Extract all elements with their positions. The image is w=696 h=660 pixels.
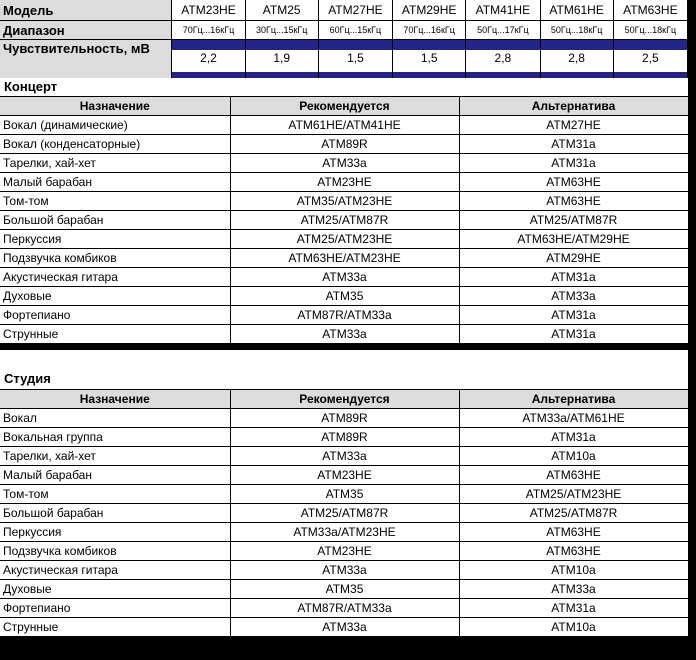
sensitivity-bar <box>246 40 318 50</box>
alternative-cell: ATM27HE <box>459 116 688 135</box>
recommended-cell: ATM33a <box>230 154 459 173</box>
range-cell: 50Гц...18кГц <box>540 21 613 40</box>
concert-title: Концерт <box>0 78 688 97</box>
recommended-cell: ATM23HE <box>230 542 459 561</box>
alternative-cell: ATM10a <box>459 447 688 466</box>
table-row <box>0 249 688 268</box>
purpose-cell: Большой барабан <box>0 211 230 230</box>
purpose-cell: Перкуссия <box>0 230 230 249</box>
model-cell: ATM27HE <box>318 0 392 21</box>
sensitivity-cell <box>466 40 540 81</box>
alternative-cell: ATM63HE <box>459 466 688 485</box>
sensitivity-bar <box>172 40 244 50</box>
recommended-cell: ATM35 <box>230 485 459 504</box>
purpose-cell: Вокал (динамические) <box>0 116 230 135</box>
range-cell: 60Гц...15кГц <box>318 21 392 40</box>
table-row <box>0 306 688 325</box>
table-row <box>0 154 688 173</box>
model-cell: ATM29HE <box>393 0 466 21</box>
alternative-cell: ATM63HE/ATM29HE <box>459 230 688 249</box>
purpose-cell: Акустическая гитара <box>0 561 230 580</box>
recommended-cell: ATM35 <box>230 287 459 306</box>
recommended-cell: ATM33a/ATM23HE <box>230 523 459 542</box>
recommended-cell: ATM63HE/ATM23HE <box>230 249 459 268</box>
alternative-cell: ATM33a/ATM61HE <box>459 409 688 428</box>
alternative-cell: ATM33a <box>459 580 688 599</box>
recommended-cell: ATM23HE <box>230 466 459 485</box>
purpose-cell: Фортепиано <box>0 306 230 325</box>
concert-body <box>0 116 688 344</box>
sensitivity-bar <box>393 40 465 50</box>
alternative-cell: ATM10a <box>459 618 688 637</box>
purpose-cell: Тарелки, хай-хет <box>0 154 230 173</box>
table-row <box>0 268 688 287</box>
header-purpose: Назначение <box>0 390 230 409</box>
purpose-cell: Вокал (конденсаторные) <box>0 135 230 154</box>
model-cell: ATM25 <box>245 0 318 21</box>
alternative-cell: ATM31a <box>459 325 688 344</box>
purpose-cell: Малый барабан <box>0 173 230 192</box>
sensitivity-label: Чувствительность, мВ <box>0 40 172 81</box>
sensitivity-cell <box>393 40 466 81</box>
range-label: Диапазон <box>0 21 172 40</box>
alternative-cell: ATM31a <box>459 268 688 287</box>
sensitivity-cell <box>172 40 245 81</box>
recommended-cell: ATM25/ATM87R <box>230 504 459 523</box>
table-row <box>0 173 688 192</box>
sensitivity-bar <box>541 40 613 50</box>
purpose-cell: Струнные <box>0 618 230 637</box>
recommended-cell: ATM25/ATM87R <box>230 211 459 230</box>
alternative-cell: ATM25/ATM23HE <box>459 485 688 504</box>
sensitivity-bar <box>466 40 539 50</box>
recommended-cell: ATM33a <box>230 268 459 287</box>
alternative-cell: ATM25/ATM87R <box>459 504 688 523</box>
table-row <box>0 580 688 599</box>
studio-section <box>0 350 688 637</box>
model-cell: ATM23HE <box>172 0 245 21</box>
purpose-cell: Духовые <box>0 287 230 306</box>
recommended-cell: ATM23HE <box>230 173 459 192</box>
table-row <box>0 504 688 523</box>
table-row <box>0 561 688 580</box>
purpose-cell: Струнные <box>0 325 230 344</box>
table-row <box>0 466 688 485</box>
table-row <box>0 325 688 344</box>
recommended-cell: ATM87R/ATM33a <box>230 306 459 325</box>
table-row <box>0 485 688 504</box>
purpose-cell: Перкуссия <box>0 523 230 542</box>
studio-header-row <box>0 390 688 409</box>
alternative-cell: ATM31a <box>459 135 688 154</box>
recommended-cell: ATM33a <box>230 618 459 637</box>
table-row <box>0 287 688 306</box>
alternative-cell: ATM31a <box>459 428 688 447</box>
range-cell: 50Гц...18кГц <box>613 21 687 40</box>
concert-table <box>0 97 689 344</box>
sensitivity-value: 2,2 <box>200 51 217 65</box>
range-cell: 30Гц...15кГц <box>245 21 318 40</box>
alternative-cell: ATM31a <box>459 306 688 325</box>
table-row <box>0 447 688 466</box>
header-recommended: Рекомендуется <box>230 97 459 116</box>
model-cell: ATM63HE <box>613 0 687 21</box>
table-row <box>0 599 688 618</box>
purpose-cell: Акустическая гитара <box>0 268 230 287</box>
table-row <box>0 192 688 211</box>
studio-table <box>0 390 689 637</box>
alternative-cell: ATM31a <box>459 599 688 618</box>
sensitivity-cell <box>318 40 392 81</box>
recommended-cell: ATM25/ATM23HE <box>230 230 459 249</box>
table-row <box>0 523 688 542</box>
purpose-cell: Том-том <box>0 192 230 211</box>
sensitivity-cell <box>613 40 687 81</box>
sensitivity-value: 1,5 <box>347 51 364 65</box>
recommended-cell: ATM61HE/ATM41HE <box>230 116 459 135</box>
model-cell: ATM61HE <box>540 0 613 21</box>
alternative-cell: ATM63HE <box>459 192 688 211</box>
model-cell: ATM41HE <box>466 0 540 21</box>
sensitivity-cell <box>245 40 318 81</box>
recommended-cell: ATM89R <box>230 135 459 154</box>
model-label: Модель <box>0 0 172 21</box>
purpose-cell: Подзвучка комбиков <box>0 542 230 561</box>
recommended-cell: ATM33a <box>230 325 459 344</box>
alternative-cell: ATM25/ATM87R <box>459 211 688 230</box>
purpose-cell: Вокальная группа <box>0 428 230 447</box>
header-alternative: Альтернатива <box>459 97 688 116</box>
header-alternative: Альтернатива <box>459 390 688 409</box>
table-row <box>0 135 688 154</box>
header-purpose: Назначение <box>0 97 230 116</box>
table-row <box>0 542 688 561</box>
sensitivity-cell <box>540 40 613 81</box>
table-row <box>0 428 688 447</box>
range-row <box>0 21 688 40</box>
recommended-cell: ATM89R <box>230 409 459 428</box>
recommended-cell: ATM33a <box>230 447 459 466</box>
sensitivity-value: 2,8 <box>494 51 512 65</box>
recommended-cell: ATM35 <box>230 580 459 599</box>
concert-header-row <box>0 97 688 116</box>
purpose-cell: Вокал <box>0 409 230 428</box>
recommended-cell: ATM89R <box>230 428 459 447</box>
alternative-cell: ATM63HE <box>459 542 688 561</box>
sensitivity-bar <box>319 40 392 50</box>
table-row <box>0 230 688 249</box>
alternative-cell: ATM29HE <box>459 249 688 268</box>
sensitivity-value: 2,5 <box>642 51 659 65</box>
alternative-cell: ATM33a <box>459 287 688 306</box>
alternative-cell: ATM31a <box>459 154 688 173</box>
recommended-cell: ATM87R/ATM33a <box>230 599 459 618</box>
model-row <box>0 0 688 21</box>
sensitivity-value: 1,9 <box>273 51 291 65</box>
purpose-cell: Тарелки, хай-хет <box>0 447 230 466</box>
purpose-cell: Подзвучка комбиков <box>0 249 230 268</box>
recommended-cell: ATM35/ATM23HE <box>230 192 459 211</box>
studio-title: Студия <box>0 350 688 390</box>
sensitivity-bar <box>614 40 687 50</box>
range-cell: 50Гц...17кГц <box>466 21 540 40</box>
table-row <box>0 211 688 230</box>
purpose-cell: Большой барабан <box>0 504 230 523</box>
purpose-cell: Том-том <box>0 485 230 504</box>
table-row <box>0 409 688 428</box>
sensitivity-value: 2,8 <box>568 51 585 65</box>
table-row <box>0 116 688 135</box>
recommended-cell: ATM33a <box>230 561 459 580</box>
sensitivity-row <box>0 40 688 81</box>
studio-body <box>0 409 688 637</box>
concert-section <box>0 78 688 344</box>
header-recommended: Рекомендуется <box>230 390 459 409</box>
alternative-cell: ATM63HE <box>459 523 688 542</box>
range-cell: 70Гц...16кГц <box>172 21 245 40</box>
alternative-cell: ATM10a <box>459 561 688 580</box>
alternative-cell: ATM63HE <box>459 173 688 192</box>
purpose-cell: Фортепиано <box>0 599 230 618</box>
purpose-cell: Духовые <box>0 580 230 599</box>
purpose-cell: Малый барабан <box>0 466 230 485</box>
table-row <box>0 618 688 637</box>
sensitivity-value: 1,5 <box>420 51 438 65</box>
range-cell: 70Гц...16кГц <box>393 21 466 40</box>
spec-table <box>0 0 688 81</box>
